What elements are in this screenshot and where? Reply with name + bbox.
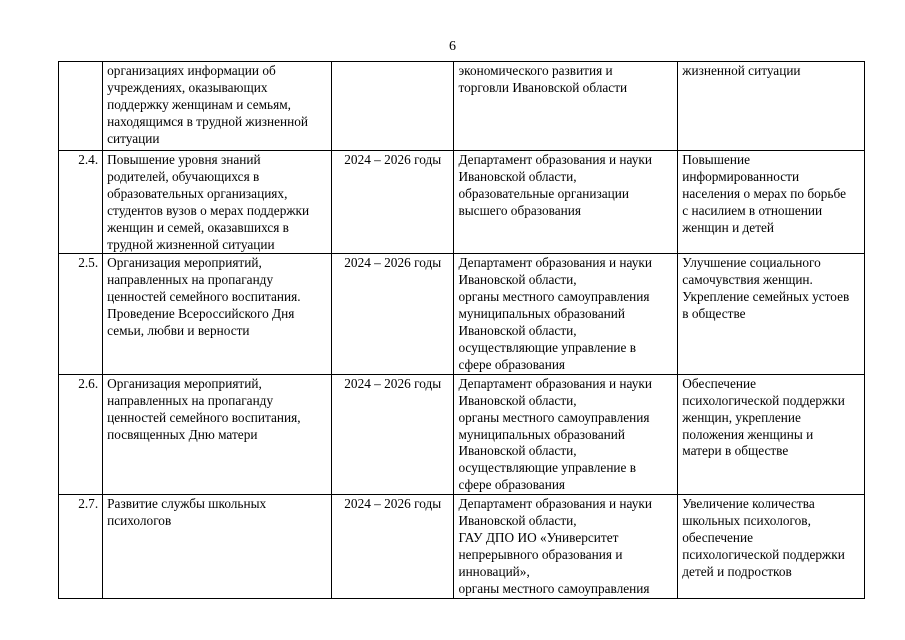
activity-cell <box>103 374 332 494</box>
activity-cell-line: студентов вузов о мерах поддержки <box>107 202 310 218</box>
activity-cell-line: ценностей семейного воспитания. <box>107 289 301 305</box>
table-row <box>59 495 865 598</box>
activity-cell <box>103 151 332 254</box>
activity-cell-line: женщин и семей, оказавшихся в <box>107 219 289 235</box>
responsible-cell-line: Департамент образования и науки <box>458 496 652 512</box>
responsible-cell-line: непрерывного образования и <box>458 546 623 562</box>
responsible-cell-line: Ивановской области, <box>458 272 577 288</box>
responsible-cell-line: сфере образования <box>458 477 566 493</box>
responsible-cell <box>454 62 678 151</box>
result-cell-line: детей и подростков <box>682 563 792 579</box>
activity-cell-line: направленных на пропаганду <box>107 272 274 288</box>
activity-cell-line: организациях информации об <box>107 63 276 78</box>
result-cell <box>678 62 865 151</box>
result-cell-line: Укрепление семейных устоев <box>682 289 850 305</box>
activity-cell-line: ситуации <box>107 130 160 146</box>
activity-cell-line: Организация мероприятий, <box>107 255 262 271</box>
responsible-cell-line: органы местного самоуправления <box>458 409 650 425</box>
responsible-cell-line: Департамент образования и науки <box>458 152 652 167</box>
responsible-cell-line: осуществляющие управление в <box>458 460 637 476</box>
responsible-cell-line: Ивановской области, <box>458 513 577 529</box>
responsible-cell <box>454 254 678 374</box>
activity-cell-line: трудной жизненной ситуации <box>107 236 275 252</box>
result-cell-line: женщин и детей <box>682 219 775 235</box>
activity-cell-line: образовательных организациях, <box>107 185 288 201</box>
plan-table <box>58 61 865 599</box>
responsible-cell-line: Ивановской области, <box>458 323 577 339</box>
period-cell <box>332 62 454 151</box>
activity-cell-line: учреждениях, оказывающих <box>107 79 268 95</box>
responsible-cell-line: муниципальных образований <box>458 426 625 442</box>
result-cell <box>678 151 865 254</box>
responsible-cell-line: органы местного самоуправления <box>458 580 650 596</box>
table-row <box>59 254 865 374</box>
activity-cell-line: Проведение Всероссийского Дня <box>107 306 295 322</box>
activity-cell <box>103 254 332 374</box>
result-cell-line: психологической поддержки <box>682 392 845 408</box>
result-cell-line: самочувствия женщин. <box>682 272 813 288</box>
result-cell <box>678 254 865 374</box>
activity-cell-line: ценностей семейного воспитания, <box>107 409 301 425</box>
result-cell-line: жизненной ситуации <box>682 63 801 78</box>
activity-cell <box>103 62 332 151</box>
responsible-cell-line: торговли Ивановской области <box>458 79 628 95</box>
result-cell-line: матери в обществе <box>682 443 789 459</box>
result-cell-line: информированности <box>682 168 800 184</box>
result-cell-line: населения о мерах по борьбе <box>682 185 846 201</box>
responsible-cell-line: образовательные организации <box>458 185 629 201</box>
responsible-cell-line: инноваций», <box>458 563 530 579</box>
period-cell: 2024 – 2026 годы <box>332 374 454 494</box>
row-number: 2.4. <box>59 151 103 254</box>
responsible-cell-line: Ивановской области, <box>458 168 577 184</box>
result-cell <box>678 374 865 494</box>
table-row <box>59 62 865 151</box>
period-cell: 2024 – 2026 годы <box>332 151 454 254</box>
responsible-cell-line: высшего образования <box>458 202 581 218</box>
activity-cell-line: поддержку женщинам и семьям, <box>107 96 291 112</box>
result-cell <box>678 495 865 598</box>
responsible-cell-line: муниципальных образований <box>458 306 625 322</box>
responsible-cell <box>454 374 678 494</box>
row-number: 2.5. <box>59 254 103 374</box>
result-cell-line: Обеспечение <box>682 375 757 391</box>
activity-cell <box>103 495 332 598</box>
activity-cell-line: Организация мероприятий, <box>107 375 262 391</box>
responsible-cell <box>454 151 678 254</box>
activity-cell-line: Повышение уровня знаний <box>107 152 261 167</box>
result-cell-line: положения женщины и <box>682 426 814 442</box>
activity-cell-line: родителей, обучающихся в <box>107 168 260 184</box>
activity-cell-line: направленных на пропаганду <box>107 392 274 408</box>
activity-cell-line: Развитие службы школьных <box>107 496 267 512</box>
page-number: 6 <box>449 39 456 54</box>
responsible-cell-line: ГАУ ДПО ИО «Университет <box>458 529 619 545</box>
activity-cell-line: посвященных Дню матери <box>107 426 258 442</box>
result-cell-line: школьных психологов, <box>682 513 811 529</box>
result-cell-line: обеспечение <box>682 529 754 545</box>
table-row <box>59 151 865 254</box>
activity-cell-line: находящимся в трудной жизненной <box>107 113 308 129</box>
row-number: 2.6. <box>59 374 103 494</box>
row-number: 2.7. <box>59 495 103 598</box>
activity-cell-line: психологов <box>107 513 172 529</box>
result-cell-line: с насилием в отношении <box>682 202 823 218</box>
responsible-cell-line: органы местного самоуправления <box>458 289 650 305</box>
responsible-cell-line: экономического развития и <box>458 63 613 78</box>
table-row <box>59 374 865 494</box>
responsible-cell-line: Ивановской области, <box>458 443 577 459</box>
responsible-cell-line: осуществляющие управление в <box>458 339 637 355</box>
result-cell-line: Увеличение количества <box>682 496 815 512</box>
responsible-cell <box>454 495 678 598</box>
period-cell: 2024 – 2026 годы <box>332 254 454 374</box>
result-cell-line: в обществе <box>682 306 746 322</box>
period-cell: 2024 – 2026 годы <box>332 495 454 598</box>
result-cell-line: женщин, укрепление <box>682 409 801 425</box>
result-cell-line: Улучшение социального <box>682 255 821 271</box>
row-number <box>59 62 103 151</box>
result-cell-line: Повышение <box>682 152 751 167</box>
responsible-cell-line: сфере образования <box>458 356 566 372</box>
responsible-cell-line: Ивановской области, <box>458 392 577 408</box>
responsible-cell-line: Департамент образования и науки <box>458 255 652 271</box>
result-cell-line: психологической поддержки <box>682 546 845 562</box>
activity-cell-line: семьи, любви и верности <box>107 323 250 339</box>
responsible-cell-line: Департамент образования и науки <box>458 375 652 391</box>
